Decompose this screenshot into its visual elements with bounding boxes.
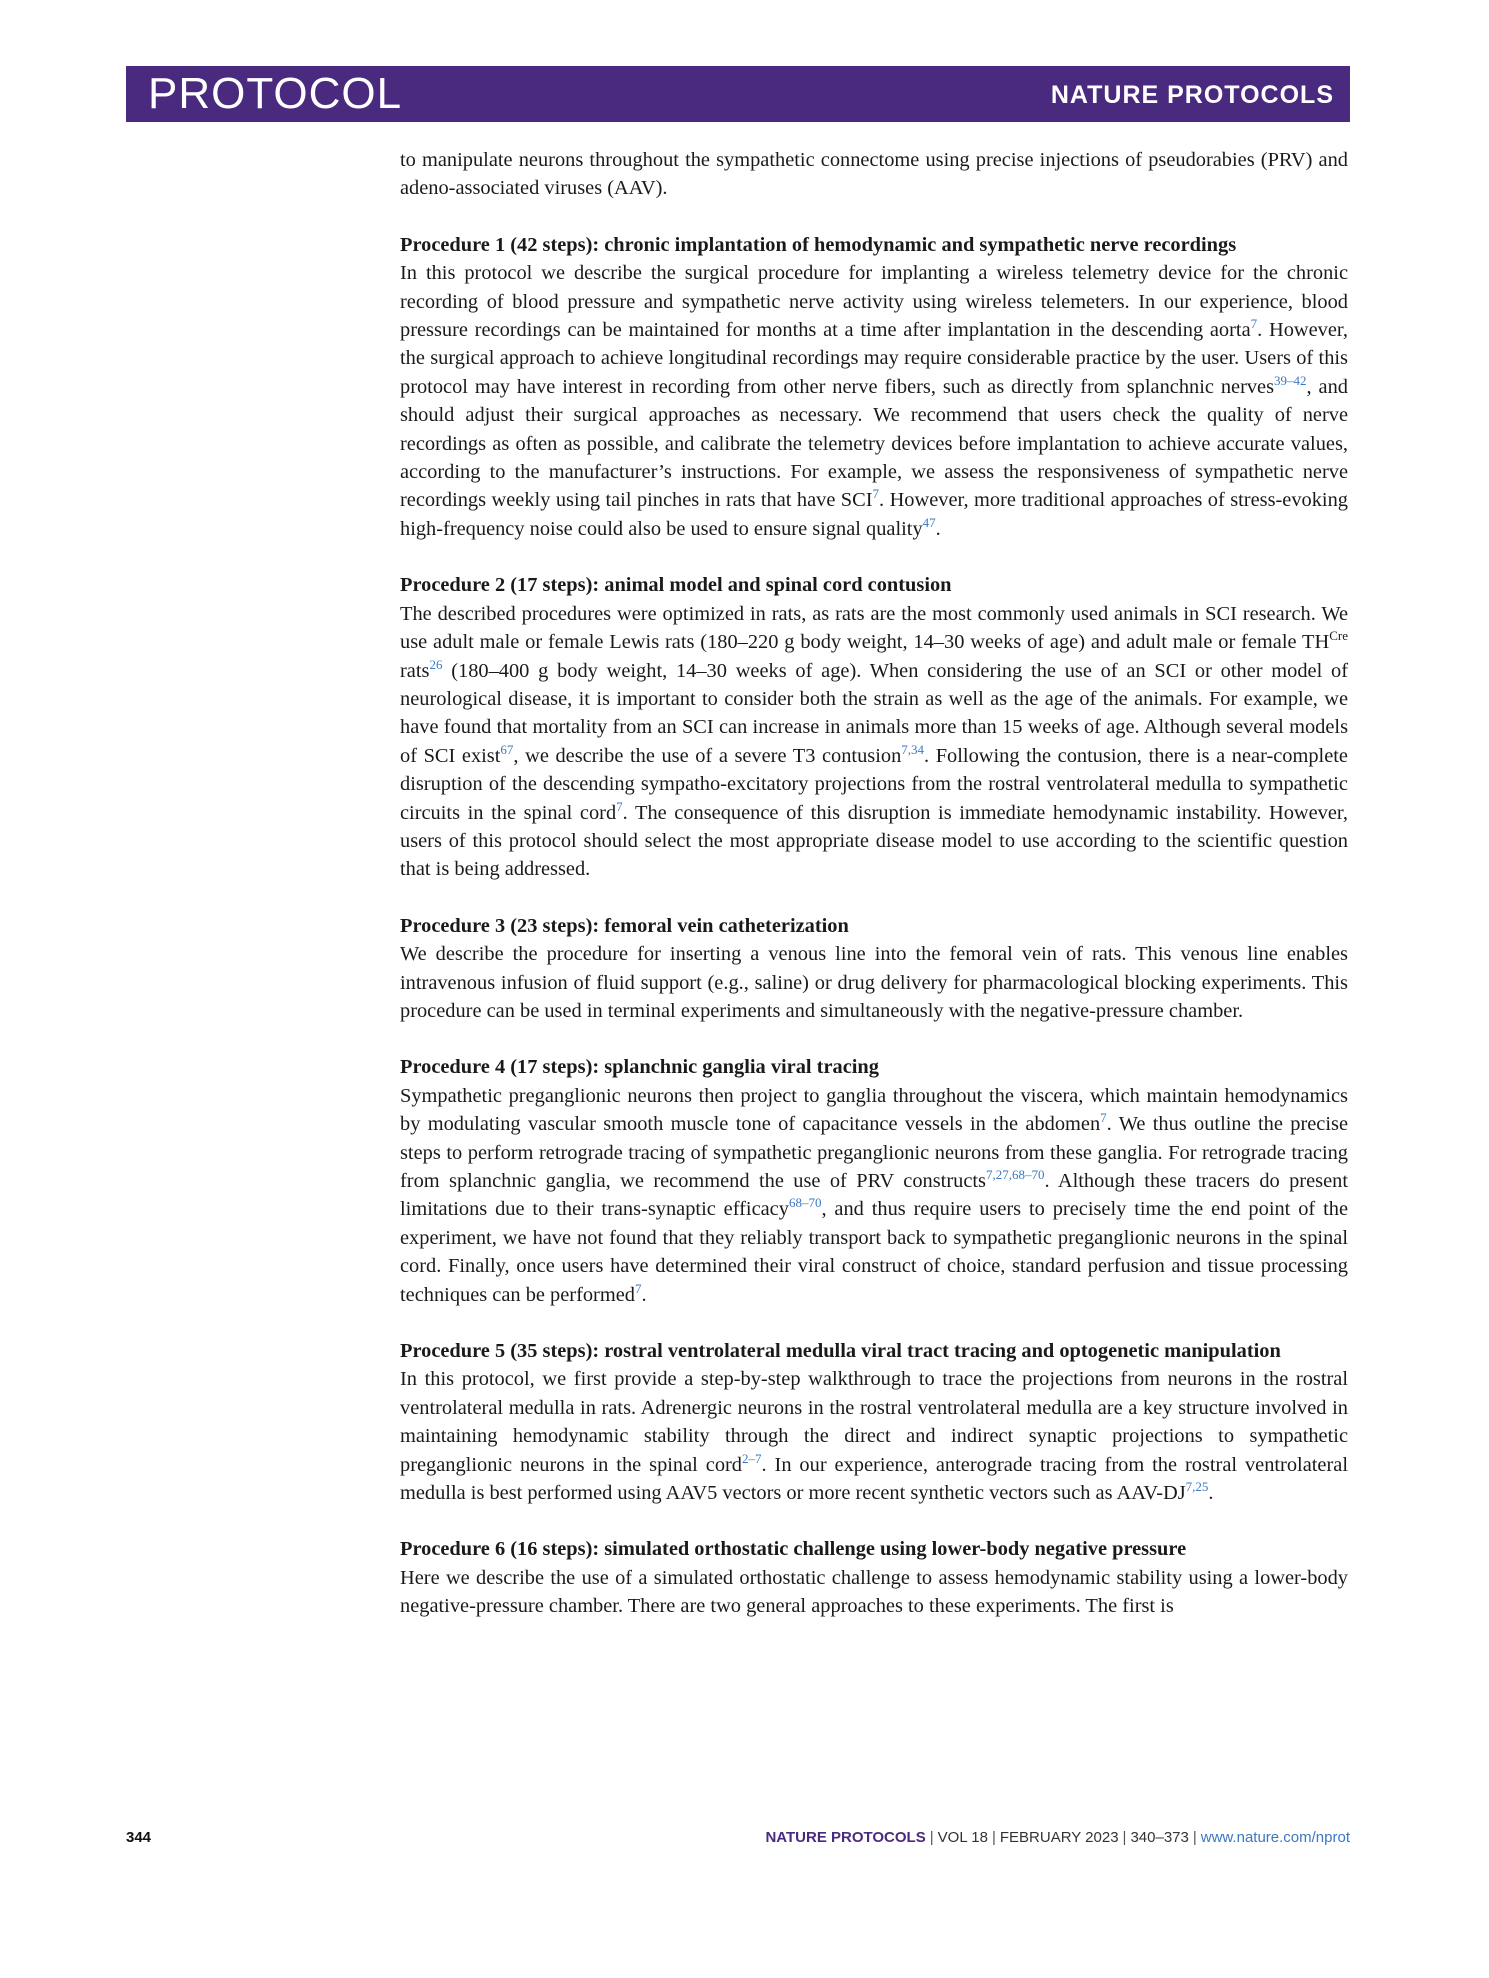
citation-reference-link[interactable]: 7 <box>634 1280 642 1296</box>
citation-reference-link[interactable]: 7,34 <box>901 741 925 757</box>
citation-reference-link[interactable]: 68–70 <box>788 1195 822 1211</box>
text-run: , and thus require users to precisely time the end point of the experiment, we have not found that they reliably transport back to sympathetic preganglionic neurons in the spinal cord. Finally, once users have determined their viral construct of choice, standard perfusion and tissue processing techniques can be performed <box>400 1198 1348 1306</box>
citation-reference-link[interactable]: 7,25 <box>1185 1479 1209 1495</box>
procedure-heading: Procedure 4 (17 steps): splanchnic ganglia viral tracing <box>400 1056 879 1079</box>
text-run: In this protocol we describe the surgical procedure for implanting a wireless telemetry device for the chronic recording of blood pressure and sympathetic nerve activity using wireless telemeters. In our experience, blood pressure recordings can be maintained for months at a time after implantation in the descending aorta <box>400 262 1348 342</box>
procedure-heading: Procedure 6 (16 steps): simulated orthostatic challenge using lower-body negative pressure <box>400 1538 1187 1561</box>
text-run: The described procedures were optimized in rats, as rats are the most commonly used animals in SCI research. We use adult male or female Lewis rats (180–220 g body weight, 14–30 weeks of age) and adult male or female TH <box>400 602 1348 654</box>
article-type-label: PROTOCOL <box>148 69 403 118</box>
text-run: . <box>935 517 941 540</box>
footer-journal: NATURE PROTOCOLS <box>765 1829 926 1846</box>
footer-volume: VOL 18 <box>937 1829 988 1846</box>
citation-reference-link[interactable]: 7 <box>872 486 880 502</box>
citation-reference-link[interactable]: 39–42 <box>1274 372 1307 388</box>
text-run: . However, the surgical approach to achieve longitudinal recordings may require considerable practice by the user. Users of this protocol may have interest in recording from other nerve fibers, such as directly from splanchnic nerves <box>400 319 1348 398</box>
text-run: . <box>1208 1482 1214 1505</box>
procedure-section <box>400 571 1348 883</box>
procedure-paragraph <box>400 259 1348 543</box>
text-run: . However, more traditional approaches of stress-evoking high-frequency noise could also be used to ensure signal quality <box>400 489 1348 540</box>
journal-title: NATURE PROTOCOLS <box>1050 81 1334 109</box>
procedure-section <box>400 1053 1348 1309</box>
text-run: . We thus outline the precise steps to perform retrograde tracing of sympathetic preganglionic neurons from these ganglia. For retrograde tracing from splanchnic ganglia, we recommend the use of PRV constructs <box>400 1113 1348 1192</box>
text-run: . The consequence of this disruption is immediate hemodynamic instability. However, users of this protocol should select the most appropriate disease model to use according to the scientific question that is being addressed. <box>400 801 1348 881</box>
header-bar <box>126 66 1350 122</box>
procedure-paragraph <box>400 940 1348 1025</box>
procedure-sections <box>400 231 1348 1621</box>
procedure-paragraph <box>400 1365 1348 1507</box>
text-run: Here we describe the use of a simulated orthostatic challenge to assess hemodynamic stability using a lower-body negative-pressure chamber. There are two general approaches to these experiments. The first is <box>400 1566 1348 1618</box>
footer-date: FEBRUARY 2023 <box>999 1829 1119 1846</box>
article-body <box>400 146 1348 1649</box>
procedure-paragraph <box>400 1082 1348 1309</box>
procedure-section <box>400 912 1348 1026</box>
citation-reference-link[interactable]: 7 <box>1100 1110 1107 1126</box>
procedure-heading: Procedure 2 (17 steps): animal model and spinal cord contusion <box>400 574 952 597</box>
page-number: 344 <box>126 1829 152 1846</box>
text-run: (180–400 g body weight, 14–30 weeks of age). When considering the use of an SCI or other model of neurological disease, it is important to consider both the strain as well as the age of the animals. For example, we have found that mortality from an SCI can increase in animals more than 15 weeks of age. Although several models of SCI exist <box>400 659 1348 767</box>
text-run: , we describe the use of a severe T3 contusion <box>513 744 902 767</box>
citation-line: NATURE PROTOCOLS | VOL 18 | FEBRUARY 2023 | 340–373 | www.nature.com/nprot <box>765 1829 1350 1846</box>
intro-paragraph: to manipulate neurons throughout the sympathetic connectome using precise injections of pseudorabies (PRV) and adeno-associated viruses (AAV). <box>400 149 1348 200</box>
text-run: , and should adjust their surgical approaches as necessary. We recommend that users check the quality of nerve recordings as often as possible, and calibrate the telemetry devices before implantation to achieve accurate values, according to the manufacturer’s instructions. For example, we assess the responsiveness of sympathetic nerve recordings weekly using tail pinches in rats that have SCI <box>400 375 1348 512</box>
text-run: Sympathetic preganglionic neurons then project to ganglia throughout the viscera, which maintain hemodynamics by modulating vascular smooth muscle tone of capacitance vessels in the abdomen <box>400 1084 1348 1136</box>
citation-reference-link[interactable]: 26 <box>429 656 443 672</box>
citation-reference-link[interactable]: 7 <box>1250 316 1258 332</box>
footer-pages: 340–373 <box>1130 1829 1189 1846</box>
text-run: We describe the procedure for inserting a venous line into the femoral vein of rats. This venous line enables intravenous infusion of fluid support (e.g., saline) or drug delivery for pharmacological blocking experiments. This procedure can be used in terminal experiments and simultaneously with the negative-pressure chamber. <box>400 943 1348 1022</box>
superscript-text: Cre <box>1329 628 1348 644</box>
procedure-heading: Procedure 1 (42 steps): chronic implantation of hemodynamic and sympathetic nerve recordings <box>400 233 1237 256</box>
footer-url-link[interactable]: www.nature.com/nprot <box>1200 1829 1350 1846</box>
procedure-heading: Procedure 5 (35 steps): rostral ventrolateral medulla viral tract tracing and optogenetic manipulation <box>400 1340 1281 1363</box>
citation-reference-link[interactable]: 2–7 <box>742 1450 762 1466</box>
text-run: . Following the contusion, there is a near-complete disruption of the descending sympatho-excitatory projections from the rostral ventrolateral medulla to sympathetic circuits in the spinal cord <box>400 744 1348 824</box>
citation-reference-link[interactable]: 7 <box>616 798 623 814</box>
text-run: . <box>641 1283 647 1306</box>
text-run: rats <box>400 659 430 682</box>
procedure-paragraph <box>400 1564 1348 1621</box>
page-footer <box>126 1826 1350 1850</box>
procedure-section <box>400 1535 1348 1620</box>
citation-reference-link[interactable]: 7,27,68–70 <box>985 1167 1045 1182</box>
text-run: . Although these tracers do present limitations due to their trans-synaptic efficacy <box>400 1170 1348 1221</box>
citation-reference-link[interactable]: 67 <box>500 741 514 757</box>
procedure-heading: Procedure 3 (23 steps): femoral vein catheterization <box>400 914 849 937</box>
procedure-section <box>400 1337 1348 1507</box>
citation-reference-link[interactable]: 47 <box>922 514 936 530</box>
text-run: . In our experience, anterograde tracing from the rostral ventrolateral medulla is best performed using AAV5 vectors or more recent synthetic vectors such as AAV-DJ <box>400 1453 1348 1505</box>
procedure-paragraph <box>400 600 1348 884</box>
text-run: In this protocol, we first provide a step-by-step walkthrough to trace the projections from neurons in the rostral ventrolateral medulla in rats. Adrenergic neurons in the rostral ventrolateral medulla are a key structure involved in maintaining hemodynamic stability through the direct and indirect synaptic projections to sympathetic preganglionic neurons in the spinal cord <box>400 1368 1348 1476</box>
procedure-section <box>400 231 1348 543</box>
